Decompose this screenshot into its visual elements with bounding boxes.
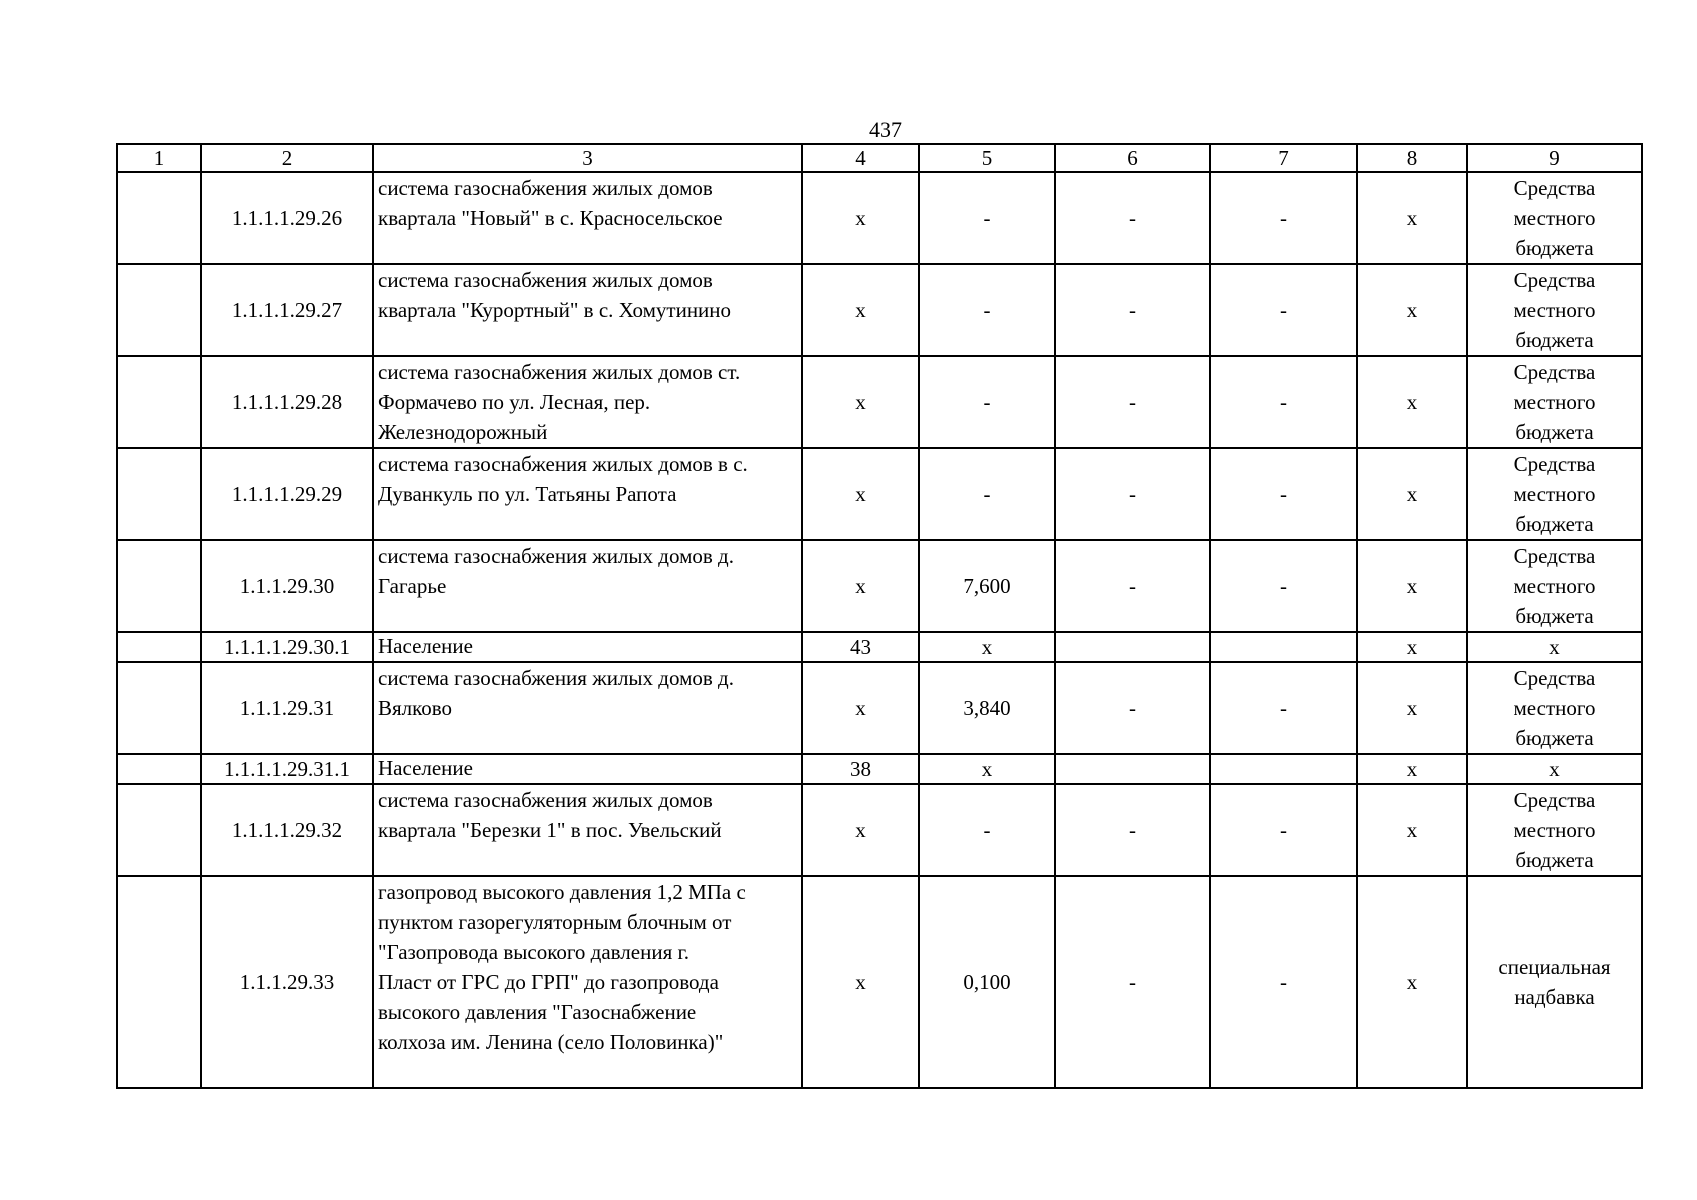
column-number-4: 4 bbox=[802, 144, 919, 172]
row-col-1 bbox=[117, 876, 201, 1088]
row-col-6: - bbox=[1055, 264, 1210, 356]
row-col-1 bbox=[117, 784, 201, 876]
row-col-8: x bbox=[1357, 540, 1467, 632]
row-col-1 bbox=[117, 264, 201, 356]
row-description: Население bbox=[373, 754, 802, 784]
row-funding-source: Средства местного бюджета bbox=[1467, 784, 1642, 876]
row-funding-source: x bbox=[1467, 754, 1642, 784]
table-row bbox=[117, 876, 1642, 1088]
table-row bbox=[117, 784, 1642, 876]
row-col-7: - bbox=[1210, 172, 1357, 264]
table-row bbox=[117, 754, 1642, 784]
row-code: 1.1.1.1.29.27 bbox=[201, 264, 373, 356]
row-col-5: - bbox=[919, 784, 1055, 876]
data-table bbox=[116, 143, 1643, 1089]
row-col-4: x bbox=[802, 784, 919, 876]
row-col-5: 7,600 bbox=[919, 540, 1055, 632]
row-col-5: - bbox=[919, 172, 1055, 264]
row-col-6 bbox=[1055, 632, 1210, 662]
row-col-5: x bbox=[919, 754, 1055, 784]
row-code: 1.1.1.29.30 bbox=[201, 540, 373, 632]
row-code: 1.1.1.1.29.30.1 bbox=[201, 632, 373, 662]
column-number-2: 2 bbox=[201, 144, 373, 172]
row-col-7: - bbox=[1210, 784, 1357, 876]
table-row bbox=[117, 662, 1642, 754]
row-col-7: - bbox=[1210, 448, 1357, 540]
row-col-8: x bbox=[1357, 632, 1467, 662]
row-col-7: - bbox=[1210, 356, 1357, 448]
table-row bbox=[117, 632, 1642, 662]
column-number-7: 7 bbox=[1210, 144, 1357, 172]
row-col-1 bbox=[117, 754, 201, 784]
table-row bbox=[117, 448, 1642, 540]
row-code: 1.1.1.29.31 bbox=[201, 662, 373, 754]
table-row bbox=[117, 356, 1642, 448]
row-col-5: x bbox=[919, 632, 1055, 662]
table-row bbox=[117, 264, 1642, 356]
column-number-row bbox=[117, 144, 1642, 172]
row-col-5: 0,100 bbox=[919, 876, 1055, 1088]
row-col-1 bbox=[117, 662, 201, 754]
row-col-4: x bbox=[802, 264, 919, 356]
row-funding-source: Средства местного бюджета bbox=[1467, 264, 1642, 356]
row-col-7: - bbox=[1210, 876, 1357, 1088]
row-description: система газоснабжения жилых домов квартала "Новый" в с. Красносельское bbox=[373, 172, 802, 264]
row-col-7 bbox=[1210, 754, 1357, 784]
row-col-4: x bbox=[802, 662, 919, 754]
row-col-6 bbox=[1055, 754, 1210, 784]
row-funding-source: x bbox=[1467, 632, 1642, 662]
row-col-6: - bbox=[1055, 876, 1210, 1088]
row-col-8: x bbox=[1357, 448, 1467, 540]
row-col-8: x bbox=[1357, 264, 1467, 356]
row-code: 1.1.1.1.29.26 bbox=[201, 172, 373, 264]
row-col-8: x bbox=[1357, 754, 1467, 784]
column-number-1: 1 bbox=[117, 144, 201, 172]
row-col-4: x bbox=[802, 172, 919, 264]
row-col-6: - bbox=[1055, 172, 1210, 264]
row-col-8: x bbox=[1357, 876, 1467, 1088]
row-funding-source: Средства местного бюджета bbox=[1467, 662, 1642, 754]
row-col-1 bbox=[117, 448, 201, 540]
row-col-4: 38 bbox=[802, 754, 919, 784]
row-col-8: x bbox=[1357, 784, 1467, 876]
column-number-3: 3 bbox=[373, 144, 802, 172]
row-code: 1.1.1.1.29.31.1 bbox=[201, 754, 373, 784]
row-col-7: - bbox=[1210, 540, 1357, 632]
row-code: 1.1.1.1.29.28 bbox=[201, 356, 373, 448]
row-col-1 bbox=[117, 632, 201, 662]
row-col-6: - bbox=[1055, 356, 1210, 448]
row-description: система газоснабжения жилых домов д. Гагарье bbox=[373, 540, 802, 632]
column-number-8: 8 bbox=[1357, 144, 1467, 172]
row-funding-source: Средства местного бюджета bbox=[1467, 448, 1642, 540]
row-description: система газоснабжения жилых домов квартала "Курортный" в с. Хомутинино bbox=[373, 264, 802, 356]
table-row bbox=[117, 172, 1642, 264]
row-col-5: - bbox=[919, 356, 1055, 448]
row-code: 1.1.1.29.33 bbox=[201, 876, 373, 1088]
row-description: Население bbox=[373, 632, 802, 662]
column-number-6: 6 bbox=[1055, 144, 1210, 172]
row-col-4: x bbox=[802, 876, 919, 1088]
row-col-4: 43 bbox=[802, 632, 919, 662]
row-description: система газоснабжения жилых домов квартала "Березки 1" в пос. Увельский bbox=[373, 784, 802, 876]
column-number-9: 9 bbox=[1467, 144, 1642, 172]
row-col-7: - bbox=[1210, 662, 1357, 754]
row-col-1 bbox=[117, 540, 201, 632]
row-col-8: x bbox=[1357, 172, 1467, 264]
row-funding-source: Средства местного бюджета bbox=[1467, 172, 1642, 264]
row-col-4: x bbox=[802, 540, 919, 632]
row-col-7 bbox=[1210, 632, 1357, 662]
row-funding-source: Средства местного бюджета bbox=[1467, 540, 1642, 632]
column-number-5: 5 bbox=[919, 144, 1055, 172]
row-description: система газоснабжения жилых домов в с. Дуванкуль по ул. Татьяны Рапота bbox=[373, 448, 802, 540]
row-description: система газоснабжения жилых домов ст. Формачево по ул. Лесная, пер. Железнодорожный bbox=[373, 356, 802, 448]
row-col-6: - bbox=[1055, 540, 1210, 632]
row-col-4: x bbox=[802, 448, 919, 540]
row-description: система газоснабжения жилых домов д. Вялково bbox=[373, 662, 802, 754]
row-col-6: - bbox=[1055, 784, 1210, 876]
table-row bbox=[117, 540, 1642, 632]
row-funding-source: специальная надбавка bbox=[1467, 876, 1642, 1088]
row-code: 1.1.1.1.29.32 bbox=[201, 784, 373, 876]
row-col-4: x bbox=[802, 356, 919, 448]
row-col-5: - bbox=[919, 448, 1055, 540]
row-description: газопровод высокого давления 1,2 МПа с пунктом газорегуляторным блочным от "Газопровода высокого давления г. Пласт от ГРС до ГРП" до газопровода высокого давления "Газоснабжение колхоза им. Ленина (село Половинка)" bbox=[373, 876, 802, 1088]
row-funding-source: Средства местного бюджета bbox=[1467, 356, 1642, 448]
row-col-1 bbox=[117, 172, 201, 264]
row-col-5: - bbox=[919, 264, 1055, 356]
row-col-7: - bbox=[1210, 264, 1357, 356]
row-col-5: 3,840 bbox=[919, 662, 1055, 754]
row-col-6: - bbox=[1055, 448, 1210, 540]
row-col-8: x bbox=[1357, 662, 1467, 754]
row-col-8: x bbox=[1357, 356, 1467, 448]
row-col-1 bbox=[117, 356, 201, 448]
row-code: 1.1.1.1.29.29 bbox=[201, 448, 373, 540]
page-number: 437 bbox=[869, 117, 902, 142]
row-col-6: - bbox=[1055, 662, 1210, 754]
